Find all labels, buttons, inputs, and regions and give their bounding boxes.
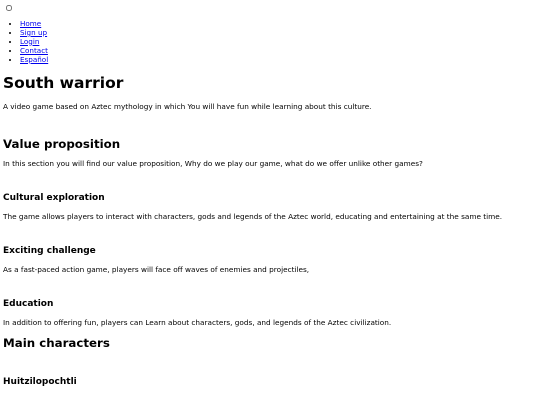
nav-link-contact[interactable]: Contact [20,45,48,55]
cultural-exploration-text: The game allows players to interact with characters, gods and legends of the Aztec world, educating and entertaining at the same time. [3,212,503,221]
nav-item-espanol [20,56,48,65]
value-proposition-heading: Value proposition [3,137,121,151]
page-title: South warrior [3,74,124,92]
character-name-huitzilopochtli: Huitzilopochtli [3,377,77,387]
nav-link-espanol[interactable]: Español [20,54,49,64]
education-heading: Education [3,299,54,309]
main-characters-heading: Main characters [3,336,110,350]
exciting-challenge-heading: Exciting challenge [3,246,96,256]
education-text: In addition to offering fun, players can Learn about characters, gods, and legends of the Aztec civilization. [3,318,392,327]
exciting-challenge-text: As a fast-paced action game, players will face off waves of enemies and projectiles, [3,265,310,274]
nav-link-sign-up[interactable]: Sign up [20,27,48,37]
menu-toggle-checkbox[interactable] [6,5,12,11]
value-proposition-intro: In this section you will find our value proposition, Why do we play our game, what do we offer unlike other games? [3,159,423,168]
nav-link-login[interactable]: Login [20,36,40,46]
nav-link-home[interactable]: Home [20,19,42,28]
cultural-exploration-heading: Cultural exploration [3,193,105,203]
hero-description: A video game based on Aztec mythology in which You will have fun while learning about this culture. [3,102,372,111]
main-nav [0,20,48,65]
